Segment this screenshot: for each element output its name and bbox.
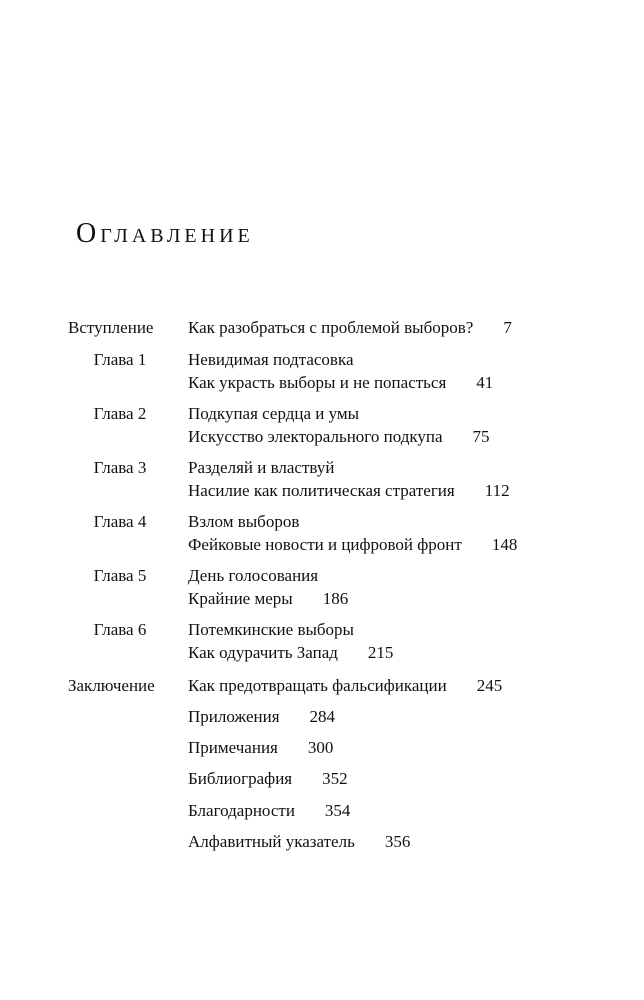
toc-label-conclusion: Заключение (68, 676, 155, 695)
toc-entry-title: Библиография (188, 769, 293, 788)
toc-label-chapter-3: Глава 3 (93, 458, 147, 477)
toc-chapter-5-subtitle (188, 589, 348, 609)
toc-chapter-2-title: Подкупая сердца и умы (188, 404, 360, 423)
toc-entry-title: Насилие как политическая стратегия (188, 481, 455, 500)
toc-entry-title: Алфавитный указатель (188, 832, 355, 851)
toc-chapter-3-subtitle (188, 481, 510, 501)
toc-entry-title: Крайние меры (188, 589, 293, 608)
toc-chapter-4-title: Взлом выборов (188, 512, 300, 531)
toc-chapter-1-title: Невидимая подтасовка (188, 350, 354, 369)
toc-entry-page: 215 (367, 643, 394, 662)
toc-label-chapter-6: Глава 6 (93, 620, 147, 639)
toc-entry-title: Как украсть выборы и не попасться (188, 373, 447, 392)
toc-entry-page: 245 (476, 676, 503, 695)
toc-chapter-1-subtitle (188, 373, 493, 393)
toc-entry-page: 300 (307, 738, 334, 757)
toc-entry-acknowledgements (188, 801, 350, 821)
toc-entry-title: Примечания (188, 738, 278, 757)
toc-chapter-3-title: Разделяй и властвуй (188, 458, 335, 477)
toc-entry-page: 7 (503, 318, 512, 337)
toc-entry-page: 356 (384, 832, 411, 851)
toc-label-chapter-2: Глава 2 (93, 404, 147, 423)
toc-label-chapter-5: Глава 5 (93, 566, 147, 585)
toc-label-chapter-1: Глава 1 (93, 350, 147, 369)
toc-entry-page: 354 (324, 801, 351, 820)
toc-entry-title: Как одурачить Запад (188, 643, 338, 662)
toc-entry-title: Благодарности (188, 801, 295, 820)
toc-chapter-6-title: Потемкинские выборы (188, 620, 354, 639)
toc-entry-bibliography (188, 769, 348, 789)
toc-entry-conclusion (188, 676, 502, 696)
toc-entry-intro (188, 318, 512, 338)
toc-entry-title: Как разобраться с проблемой выборов? (188, 318, 474, 337)
page-title: Оглавление (76, 218, 254, 249)
toc-entry-title: Как предотвращать фальсификации (188, 676, 447, 695)
toc-entry-notes (188, 738, 333, 758)
toc-entry-title: Фейковые новости и цифровой фронт (188, 535, 462, 554)
toc-entry-page: 352 (322, 769, 348, 788)
toc-entry-page: 186 (322, 589, 349, 608)
toc-chapter-4-subtitle (188, 535, 517, 555)
toc-entry-page: 284 (309, 707, 336, 726)
toc-entry-index (188, 832, 410, 852)
toc-entry-appendices (188, 707, 335, 727)
toc-chapter-2-subtitle (188, 427, 490, 447)
toc-chapter-6-subtitle (188, 643, 393, 663)
toc-entry-page: 41 (476, 373, 494, 392)
toc-entry-page: 148 (491, 535, 518, 554)
toc-chapter-5-title: День голосования (188, 566, 319, 585)
toc-label-chapter-4: Глава 4 (93, 512, 147, 531)
toc-label-intro: Вступление (68, 318, 154, 337)
toc-entry-page: 112 (484, 481, 510, 500)
toc-entry-title: Искусство электорального подкупа (188, 427, 443, 446)
toc-entry-page: 75 (472, 427, 490, 446)
toc-entry-title: Приложения (188, 707, 280, 726)
